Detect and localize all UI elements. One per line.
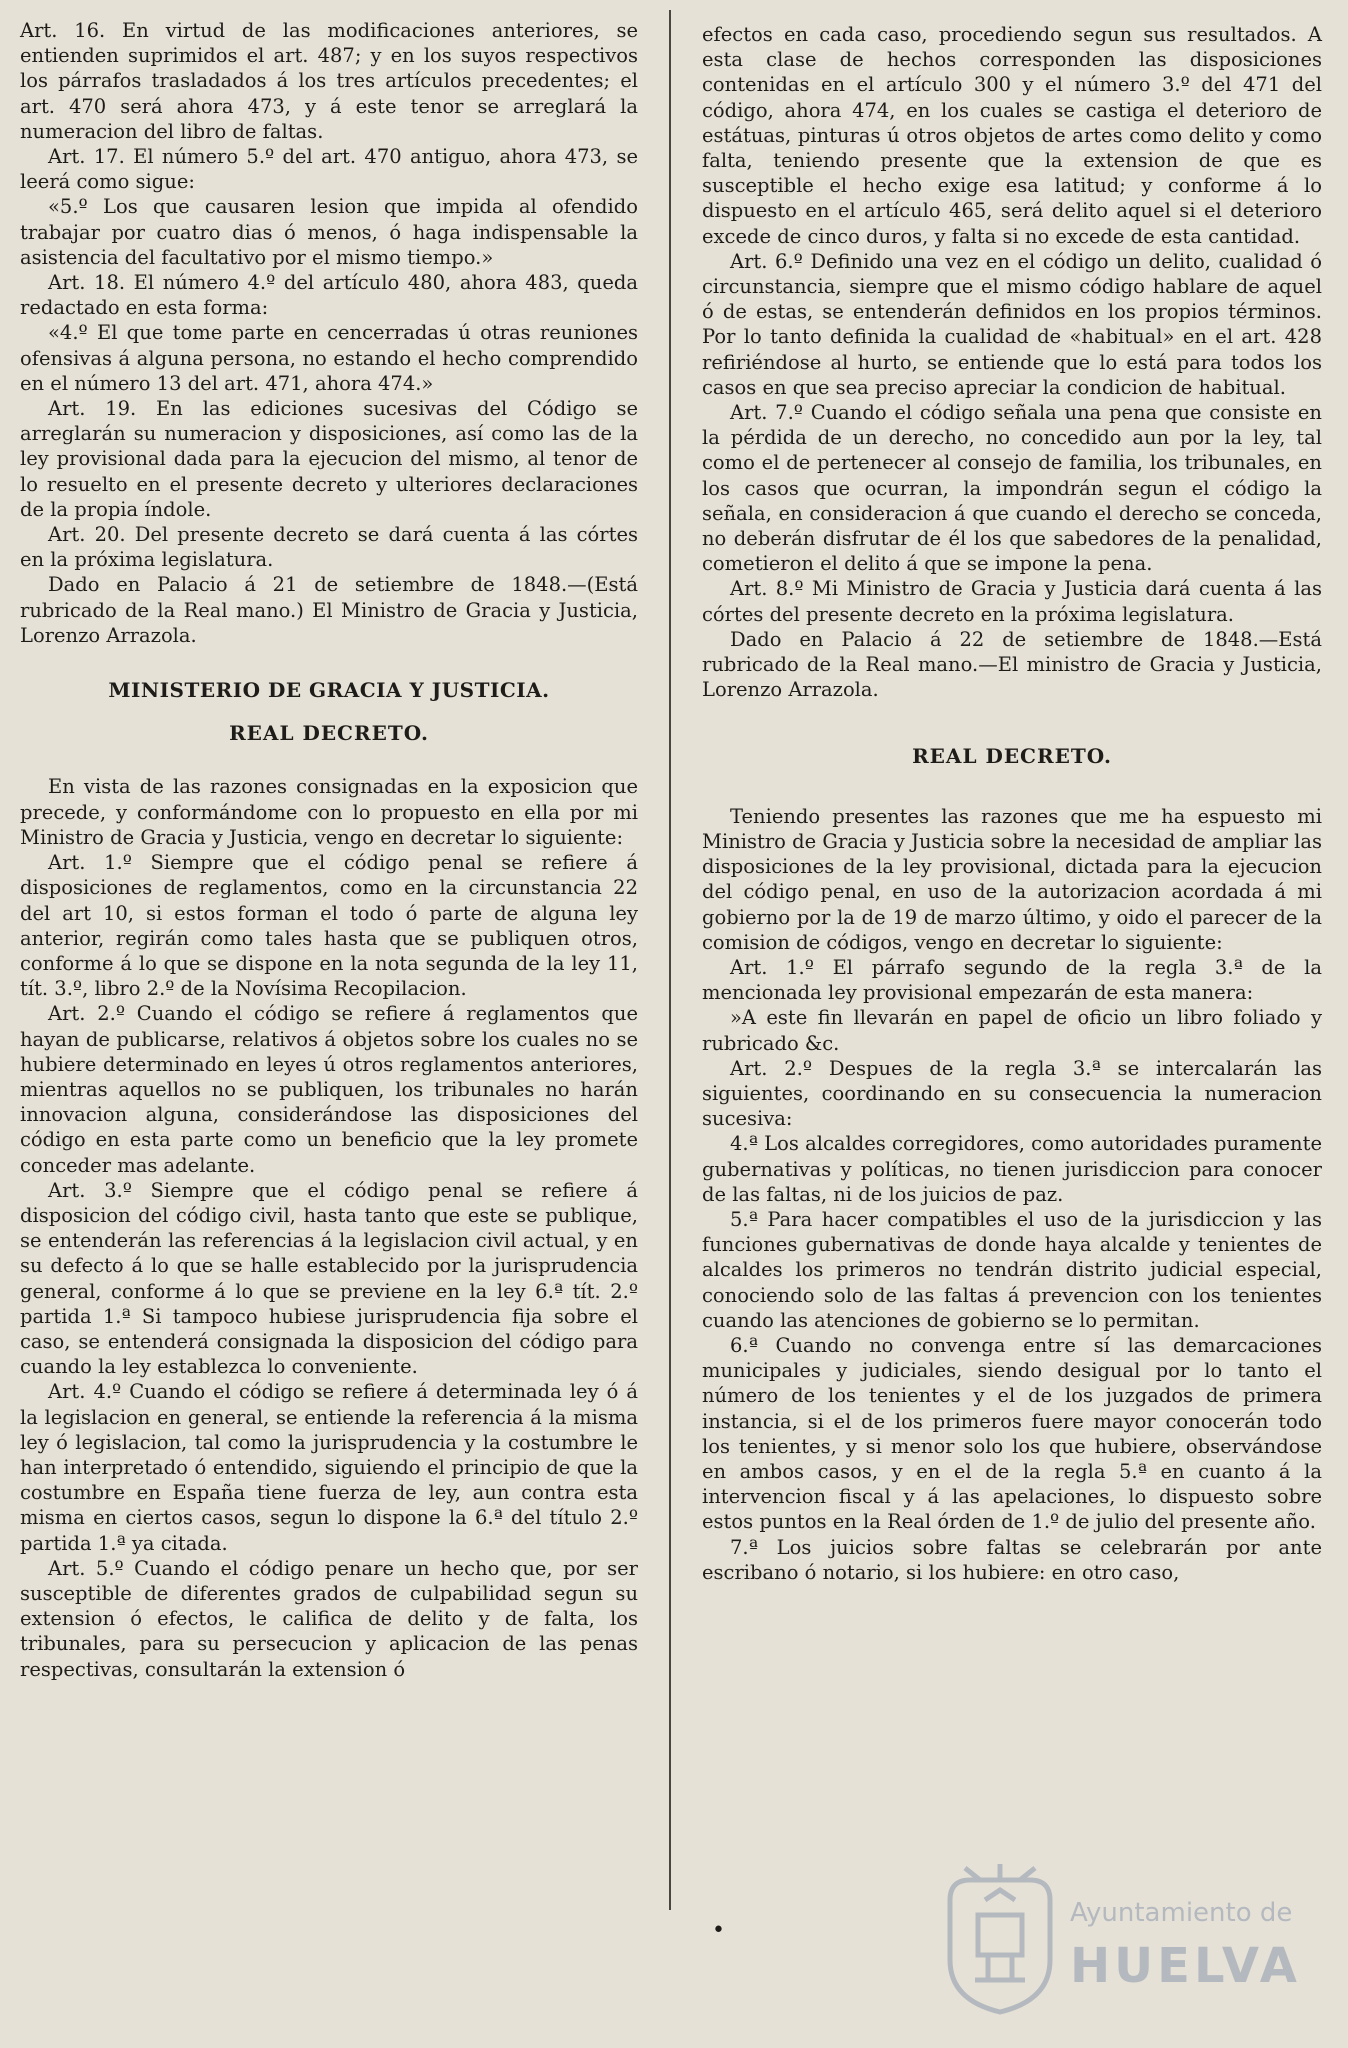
decree-1-art-3: Art. 3.º Siempre que el código penal se refiere á disposicion del código civil, hasta tanto que este se publique, se entenderán las referencias á la legislacion civil actual, y en su defecto á lo que se halle establecido por la jurisprudencia general, conforme á lo que se previene en la ley 6.ª tít. 2.º partida 1.ª Si tampoco hubiese jurisprudencia fija sobre el caso, se entenderá consignada la disposicion del código para cuando la ley establezca lo conveniente. xyxy=(20,1178,638,1379)
decree-2-art-1-quote: »A este fin llevarán en papel de oficio un libro foliado y rubricado &c. xyxy=(702,1006,1322,1055)
article-16: Art. 16. En virtud de las modificaciones anteriores, se entienden suprimidos el art. 487; y en los suyos respectivos los párrafos trasladados á los tres artículos precedentes; el art. 470 será ahora 473, y á este tenor se arreglará la numeracion del libro de faltas. xyxy=(20,19,638,143)
decree-heading-2: REAL DECRETO. xyxy=(912,744,1112,769)
decree-2-art-2: Art. 2.º Despues de la regla 3.ª se intercalarán las siguientes, coordinando en su consecuencia la numeracion sucesiva: xyxy=(702,1056,1322,1131)
article-17: Art. 17. El número 5.º del art. 470 antiguo, ahora 473, se leerá como sigue: xyxy=(20,145,638,194)
decree-1-preamble: En vista de las razones consignadas en la exposicion que precede, y conformándome con lo propuesto en ella por mi Ministro de Gracia y Justicia, vengo en decretar lo siguiente: xyxy=(20,775,638,849)
article-17-quote: «5.º Los que causaren lesion que impida al ofendido trabajar por cuatro dias ó menos, ó haga indispensable la asistencia del facultativo por el mismo tiempo.» xyxy=(20,195,638,269)
article-18: Art. 18. El número 4.º del artículo 480, ahora 483, queda redactado en esta forma: xyxy=(20,271,638,320)
watermark-line-2: HUELVA xyxy=(1070,1938,1301,1994)
right-column xyxy=(702,22,1322,1585)
column-divider xyxy=(669,10,671,1910)
article-18-quote: «4.º El que tome parte en cencerradas ú otras reuniones ofensivas á alguna persona, no estando el hecho comprendido en el número 13 del art. 471, ahora 474.» xyxy=(20,321,638,395)
decree-heading-1: REAL DECRETO. xyxy=(229,721,429,746)
rule-6: 6.ª Cuando no convenga entre sí las demarcaciones municipales y judiciales, siendo desigual por lo tanto el número de los tenientes y el de los juzgados de primera instancia, si el de los primeros fuere mayor conocerán todo los tenientes, y si menor solo los que hubiere, observándose en ambos casos, y en el de la regla 5.ª en cuanto á la intervencion fiscal y á las apelaciones, lo dispuesto sobre estos puntos en la Real órden de 1.º de julio del presente año. xyxy=(702,1333,1322,1534)
decree-1-art-1: Art. 1.º Siempre que el código penal se refiere á disposiciones de reglamentos, como en la circunstancia 22 del art 10, si estos forman el todo ó parte de alguna ley anterior, regirán como tales hasta que se publiquen otros, conforme á lo que se dispone en la nota segunda de la ley 11, tít. 3.º, libro 2.º de la Novísima Recopilacion. xyxy=(20,851,638,1001)
watermark-line-1: Ayuntamiento de xyxy=(1070,1898,1293,1928)
article-19: Art. 19. En las ediciones sucesivas del Código se arreglarán su numeracion y disposiciones, así como las de la ley provisional dada para la ejecucion del mismo, al tenor de lo resuelto en el presente decreto y ulteriores declaraciones de la propia índole. xyxy=(20,397,638,521)
rule-4: 4.ª Los alcaldes corregidores, como autoridades puramente gubernativas y políticas, no tienen jurisdiccion para conocer de las faltas, ni de los juicios de paz. xyxy=(702,1132,1322,1206)
article-20: Art. 20. Del presente decreto se dará cuenta á las córtes en la próxima legislatura. xyxy=(20,523,638,572)
decree-1-art-2: Art. 2.º Cuando el código se refiere á reglamentos que hayan de publicarse, relativos á objetos sobre los cuales no se hubiere determinado en leyes ú otros reglamentos anteriores, mientras aquellos no se publiquen, los tribunales no harán innovacion alguna, considerándose las disposiciones del código en esta parte como un beneficio que la ley promete conceder mas adelante. xyxy=(20,1002,638,1177)
rule-7: 7.ª Los juicios sobre faltas se celebrarán por ante escribano ó notario, si los hubiere: en otro caso, xyxy=(702,1535,1322,1584)
decree-1-art-5: Art. 5.º Cuando el código penare un hecho que, por ser susceptible de diferentes grados de culpabilidad segun su extension ó efectos, le califica de delito y de falta, los tribunales, para su persecucion y aplicacion de las penas respectivas, consultarán la extension ó xyxy=(20,1556,638,1681)
city-shield-icon xyxy=(930,1860,1070,2020)
bullet-mark: • xyxy=(712,1918,725,1943)
rule-5: 5.ª Para hacer compatibles el uso de la jurisdiccion y las funciones gubernativas de donde haya alcalde y tenientes de alcaldes los primeros no tendrán distrito judicial especial, conociendo solo de las faltas á prevencion con los tenientes cuando las atenciones de gobierno se lo permitan. xyxy=(702,1207,1322,1332)
decree-2-preamble: Teniendo presentes las razones que me ha espuesto mi Ministro de Gracia y Justicia sobre la necesidad de ampliar las disposiciones de la ley provisional, dictada para la ejecucion del código penal, en uso de la autorizacion acordada á mi gobierno por la de 19 de marzo último, y oido el parecer de la comision de códigos, vengo en decretar lo siguiente: xyxy=(702,804,1322,954)
watermark xyxy=(930,1850,1330,2030)
signature-2: Dado en Palacio á 22 de setiembre de 1848.—Está rubricado de la Real mano.—El ministro de Gracia y Justicia, Lorenzo Arrazola. xyxy=(702,627,1322,702)
decree-1-art-8: Art. 8.º Mi Ministro de Gracia y Justicia dará cuenta á las córtes del presente decreto en la próxima legislatura. xyxy=(702,577,1322,626)
ministry-heading: MINISTERIO DE GRACIA Y JUSTICIA. xyxy=(108,678,550,703)
decree-1-art-6: Art. 6.º Definido una vez en el código un delito, cualidad ó circunstancia, siempre que el mismo código hablare de aquel ó de estas, se entenderán definidos en los propios términos. Por lo tanto definida la cualidad de «habitual» en el art. 428 refiriéndose al hurto, se entiende que lo está para todos los casos en que sea preciso apreciar la condicion de habitual. xyxy=(702,249,1322,399)
decree-2-art-1: Art. 1.º El párrafo segundo de la regla 3.ª de la mencionada ley provisional empezarán de esta manera: xyxy=(702,955,1322,1005)
signature-1: Dado en Palacio á 21 de setiembre de 1848.—(Está rubricado de la Real mano.) El Ministro de Gracia y Justicia, Lorenzo Arrazola. xyxy=(20,573,638,647)
left-column xyxy=(20,18,638,1682)
decree-1-art-7: Art. 7.º Cuando el código señala una pena que consiste en la pérdida de un derecho, no concedido aun por la ley, tal como el de pertenecer al consejo de familia, los tribunales, en los casos que ocurran, la impondrán segun el código la señala, en consideracion á que cuando el derecho se conceda, no deberán disfrutar de él los que sabedores de la penalidad, cometieron el delito á que se impone la pena. xyxy=(702,401,1322,576)
decree-1-art-4: Art. 4.º Cuando el código se refiere á determinada ley ó á la legislacion en general, se entiende la referencia á la misma ley ó legislacion, tal como la jurisprudencia y la costumbre le han interpretado ó entendido, siguiendo el principio de que la costumbre en España tiene fuerza de ley, aun contra esta misma en ciertos casos, segun lo dispone la 6.ª del título 2.º partida 1.ª ya citada. xyxy=(20,1380,638,1555)
decree-1-art-5-cont: efectos en cada caso, procediendo segun sus resultados. A esta clase de hechos corresponden las disposiciones contenidas en el artículo 300 y el número 3.º del 471 del código, ahora 474, en los cuales se castiga el deterioro de estátuas, pinturas ú otros objetos de artes como delito y como falta, teniendo presente que la extension de que es susceptible el hecho exige esa latitud; y conforme á lo dispuesto en el artículo 465, será delito aquel si el deterioro excede de cinco duros, y falta si no excede de esta cantidad. xyxy=(702,23,1322,248)
